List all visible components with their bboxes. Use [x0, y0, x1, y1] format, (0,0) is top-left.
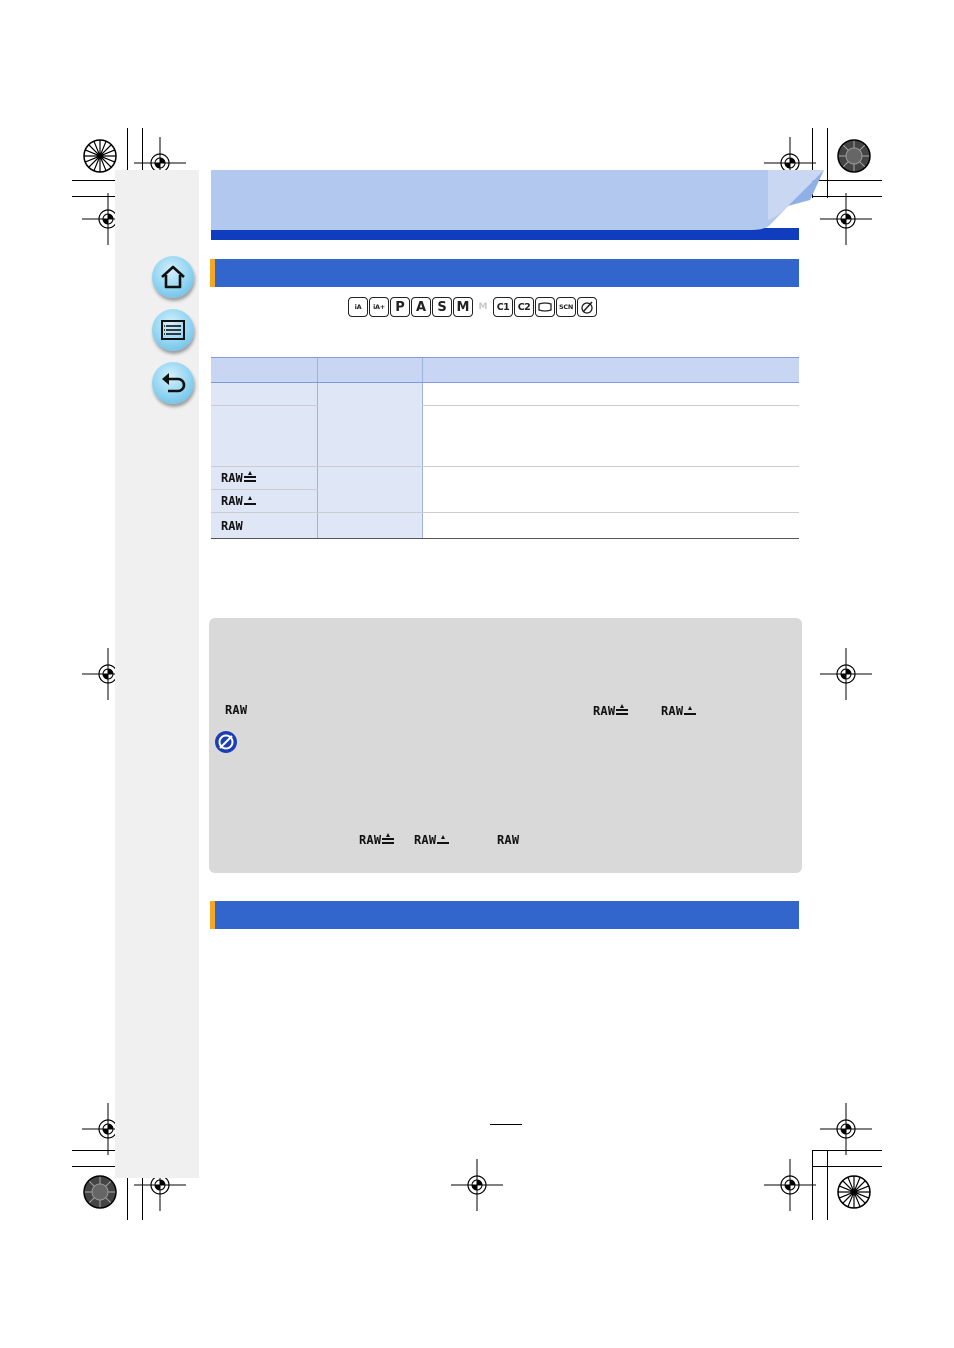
mode-intelligent-auto-icon: iA: [348, 297, 368, 317]
table-header-row: [211, 358, 799, 383]
list-menu-icon: [158, 315, 188, 345]
table-cell: [211, 406, 317, 467]
section-header-quality: [210, 259, 799, 287]
mode-manual-icon: M: [453, 297, 473, 317]
standard-quality-icon: [683, 704, 697, 716]
table-cell: [317, 513, 422, 539]
table-row: [211, 513, 799, 539]
table-cell: [422, 467, 799, 513]
mode-panorama-icon: [535, 297, 555, 317]
table-row: [211, 383, 799, 406]
table-header-cell: [317, 358, 422, 383]
table-cell: [317, 467, 422, 513]
mode-creative-video-icon: M: [478, 302, 488, 312]
table-cell: [317, 383, 422, 467]
raw-label: RAW: [497, 833, 520, 847]
header-corner-tab: [768, 170, 828, 232]
applicable-modes: [348, 296, 597, 318]
mode-custom2-icon: C2: [514, 297, 534, 317]
fine-quality-icon: [243, 471, 257, 483]
table-header-cell: [422, 358, 799, 383]
table-cell: [211, 383, 317, 406]
mode-shutter-icon: S: [432, 297, 452, 317]
quality-table: [211, 357, 799, 539]
back-button[interactable]: [152, 362, 194, 404]
mode-intelligent-auto-plus-icon: iA+: [369, 297, 389, 317]
mode-scene-icon: SCN: [556, 297, 576, 317]
raw-fine-cell: RAW: [211, 467, 317, 490]
page-number-rule: [490, 1124, 522, 1125]
table-cell: [422, 383, 799, 406]
not-available-icon: [214, 730, 238, 754]
fine-quality-icon: [615, 704, 629, 716]
home-icon: [158, 262, 188, 292]
fine-quality-icon: [381, 833, 395, 845]
mode-creative-control-icon: [577, 297, 597, 317]
raw-standard-label: RAW: [414, 833, 450, 847]
table-row: [211, 467, 799, 490]
standard-quality-icon: [436, 833, 450, 845]
raw-fine-label: RAW: [359, 833, 395, 847]
table-cell: [422, 406, 799, 467]
table-cell: [422, 513, 799, 539]
mode-program-icon: P: [390, 297, 410, 317]
chapter-header: [211, 170, 799, 240]
table-header-cell: [211, 358, 317, 383]
mode-custom1-icon: C1: [493, 297, 513, 317]
raw-standard-cell: RAW: [211, 490, 317, 513]
home-button[interactable]: [152, 256, 194, 298]
table-row: [211, 406, 799, 467]
section-header-next: [210, 901, 799, 929]
return-arrow-icon: [158, 368, 188, 398]
standard-quality-icon: [243, 494, 257, 506]
raw-only-cell: RAW: [211, 513, 317, 539]
raw-standard-label: RAW: [661, 704, 697, 718]
raw-label: RAW: [225, 703, 248, 717]
mode-aperture-icon: A: [411, 297, 431, 317]
menu-list-button[interactable]: [152, 309, 194, 351]
raw-fine-label: RAW: [593, 704, 629, 718]
